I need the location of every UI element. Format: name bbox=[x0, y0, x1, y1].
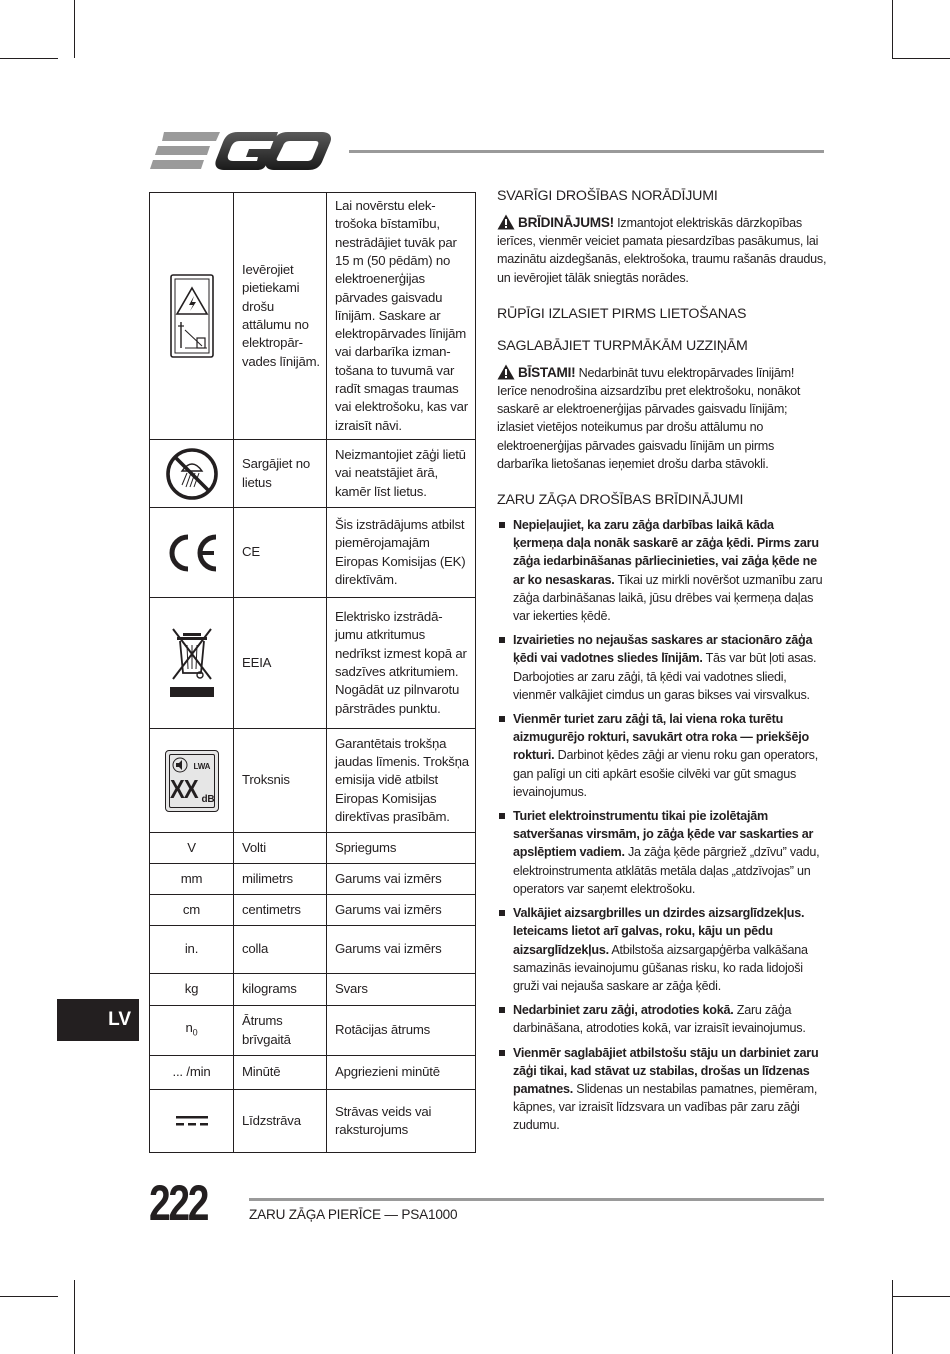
symbol-cell: in. bbox=[150, 926, 234, 974]
power-line-distance-icon bbox=[170, 274, 214, 358]
bullet-bold: Izvairieties no nejaušas saskares ar stacionāro zāģa ķēdi vai vadotnes sliedes līnijām. bbox=[513, 633, 813, 666]
table-row bbox=[150, 974, 476, 1006]
list-item bbox=[497, 807, 827, 898]
bullet-text: Ja zāģa ķēde pārgriež „dzīvu” vadu, elektroinstrumenta atklātās metāla daļas „atdzīvojas” un operators var saņemt elektrošoku. bbox=[513, 845, 820, 896]
table-row bbox=[150, 833, 476, 864]
direct-current-icon bbox=[176, 1114, 208, 1128]
danger-label: BĪSTAMI! bbox=[518, 364, 576, 380]
table-row bbox=[150, 1090, 476, 1153]
crop-mark bbox=[892, 1280, 893, 1354]
symbol-n-subscript: 0 bbox=[192, 1027, 198, 1038]
symbol-cell bbox=[150, 193, 234, 440]
list-item bbox=[497, 1044, 827, 1135]
list-item bbox=[497, 1001, 827, 1037]
list-item bbox=[497, 710, 827, 801]
warning-paragraph bbox=[497, 214, 827, 287]
symbol-name: Ievērojiet pietiekami drošu attālumu no elektropār-vades līnijām. bbox=[234, 193, 327, 440]
crop-mark bbox=[892, 58, 950, 59]
bullet-text: Atbilstoša aizsargapģērba valkāšana samazinās ievainojumu gūšanas risku, ko rada lidojoši gruži vai nejauša saskare ar zāģa ķēdi. bbox=[513, 942, 808, 993]
bullet-text: Zaru zāģa darbināšana, atrodoties kokā, var izraisīt ievainojumus. bbox=[513, 1003, 806, 1036]
symbols-table bbox=[149, 192, 476, 1153]
symbol-name: Troksnis bbox=[234, 729, 327, 833]
bullet-bold: Valkājiet aizsargbrilles un dzirdes aizsarglīdzekļus. Ieteicams lietot arī galvas, roku, kāju un pēdu aizsarglīdzekļus. bbox=[513, 906, 805, 957]
bullet-text: Darbinot ķēdes zāģi ar vienu roku gan operators, gan palīgi un citi apkārt esošie cilvēki var gūt smagus ievainojumus. bbox=[513, 748, 818, 799]
footer-rule bbox=[249, 1198, 824, 1201]
table-row bbox=[150, 1006, 476, 1056]
table-row bbox=[150, 508, 476, 598]
crop-mark bbox=[892, 0, 893, 58]
footer-title: ZARU ZĀĢA PIERĪCE — PSA1000 bbox=[249, 1207, 458, 1222]
section-heading: SAGLABĀJIET TURPMĀKĀM UZZIŅĀM bbox=[497, 337, 748, 354]
section-heading: SVARĪGI DROŠĪBAS NORĀDĪJUMI bbox=[497, 188, 718, 204]
noise-lwa-label: LWA bbox=[193, 761, 211, 771]
symbol-cell bbox=[150, 598, 234, 729]
weee-crossed-bin-icon bbox=[169, 625, 215, 701]
crop-mark bbox=[74, 1280, 75, 1354]
warning-triangle-icon bbox=[497, 214, 515, 230]
symbol-cell bbox=[150, 1090, 234, 1153]
noise-unit: dB bbox=[201, 793, 215, 805]
symbol-name: Volti bbox=[234, 833, 327, 864]
crop-mark bbox=[0, 58, 58, 59]
no-rain-icon bbox=[165, 447, 219, 501]
symbol-name: centimetrs bbox=[234, 895, 327, 926]
language-tab: LV bbox=[57, 999, 139, 1041]
symbol-cell: cm bbox=[150, 895, 234, 926]
symbol-cell bbox=[150, 508, 234, 598]
safety-bullet-list bbox=[497, 516, 827, 1135]
symbol-description: Elektrisko izstrādā-jumu atkritumus nedrīkst izmest kopā ar sadzīves atkritumiem. Nogādāt uz pilnvarotu pārstrādes punktu. bbox=[327, 598, 476, 729]
symbol-n: n bbox=[185, 1020, 193, 1036]
symbol-description: Garums vai izmērs bbox=[327, 926, 476, 974]
symbol-description: Šis izstrādājums atbilst piemērojamajām Eiropas Komisijas (EK) direktīvām. bbox=[327, 508, 476, 598]
noise-level-icon bbox=[165, 750, 219, 812]
ce-mark-icon bbox=[164, 533, 220, 573]
section-heading: RŪPĪGI IZLASIET PIRMS LIETOŠANAS bbox=[497, 305, 747, 322]
symbol-name: Ātrums brīvgaitā bbox=[234, 1006, 327, 1056]
symbol-cell bbox=[150, 729, 234, 833]
table-row bbox=[150, 440, 476, 508]
symbol-cell: kg bbox=[150, 974, 234, 1006]
list-item bbox=[497, 631, 827, 704]
list-item bbox=[497, 516, 827, 625]
symbol-name: Līdzstrāva bbox=[234, 1090, 327, 1153]
symbol-description: Spriegums bbox=[327, 833, 476, 864]
bullet-bold: Vienmēr turiet zaru zāģi tā, lai viena roka turētu aizmugurējo rokturi, savukārt otra roka — priekšējo rokturi. bbox=[513, 712, 809, 763]
table-row bbox=[150, 193, 476, 440]
bullet-bold: Vienmēr saglabājiet atbilstošu stāju un darbiniet zaru zāģi tikai, kad stāvat uz stabilas, drošas un līdzenas pamatnes. bbox=[513, 1045, 819, 1096]
table-row bbox=[150, 598, 476, 729]
list-item bbox=[497, 904, 827, 995]
symbol-cell bbox=[150, 1006, 234, 1056]
noise-value-placeholder: XX bbox=[169, 773, 198, 804]
symbol-name: EEIA bbox=[234, 598, 327, 729]
bullet-text: Tās var būt ļoti asas. Darbojoties ar zaru zāģi, tā ķēdi vai vadotnes sliedi, vienmēr valkājiet cimdus un garas bikses vai virsvalkus. bbox=[513, 651, 817, 702]
warning-text: Izmantojot elektriskās dārzkopības ierīces, vienmēr veiciet pamata piesardzības pasākumus, lai mazinātu aizdegšanās, elektrošoka, traumu rašanās draudus, un ievērojiet tālāk sniegtās norādes. bbox=[497, 216, 827, 285]
symbol-cell: V bbox=[150, 833, 234, 864]
table-row bbox=[150, 895, 476, 926]
symbol-description: Strāvas veids vai raksturojums bbox=[327, 1090, 476, 1153]
table-row bbox=[150, 1056, 476, 1090]
bullet-bold: Nedarbiniet zaru zāģi, atrodoties kokā. bbox=[513, 1003, 734, 1018]
bullet-bold: Turiet elektroinstrumentu tikai pie izolētajām satveršanas virsmām, jo zāģa ķēde var saskarties ar apslēptiem vadiem. bbox=[513, 809, 814, 860]
table-row bbox=[150, 864, 476, 895]
symbol-description: Garums vai izmērs bbox=[327, 895, 476, 926]
symbol-name: milimetrs bbox=[234, 864, 327, 895]
table-row bbox=[150, 729, 476, 833]
symbol-description: Garums vai izmērs bbox=[327, 864, 476, 895]
symbol-description: Lai novērstu elek-trošoka bīstamību, nestrādājiet tuvāk par 15 m (50 pēdām) no elektroenerģijas pārvades gaisvadu līnijām. Saskare ar elektropārvades līnijām vai darbarīka izman-tošana to tuvumā var radīt smagas traumas vai elektrošoku, kas var izraisīt nāvi. bbox=[327, 193, 476, 440]
safety-column bbox=[497, 186, 827, 1141]
page-number: 222 bbox=[149, 1175, 208, 1231]
symbol-description: Rotācijas ātrums bbox=[327, 1006, 476, 1056]
speaker-icon bbox=[172, 757, 190, 773]
symbol-description: Apgriezieni minūtē bbox=[327, 1056, 476, 1090]
header-rule bbox=[349, 150, 824, 153]
warning-label: BRĪDINĀJUMS! bbox=[518, 215, 614, 230]
danger-paragraph bbox=[497, 364, 827, 473]
symbol-name: Minūtē bbox=[234, 1056, 327, 1090]
symbol-name: Sargājiet no lietus bbox=[234, 440, 327, 508]
section-heading: ZARU ZĀĢA DROŠĪBAS BRĪDINĀJUMI bbox=[497, 492, 744, 509]
crop-mark bbox=[0, 1296, 58, 1297]
symbol-description: Garantētais trokšņa jaudas līmenis. Trokšņa emisija vidē atbilst Eiropas Komisijas direktīvas prasībām. bbox=[327, 729, 476, 833]
symbol-cell: mm bbox=[150, 864, 234, 895]
symbol-description: Svars bbox=[327, 974, 476, 1006]
bullet-bold: Nepieļaujiet, ka zaru zāģa darbības laikā kāda ķermeņa daļa nonāk saskarē ar zāģa ķēdi. Pirms zaru zāģa iedarbināšanas pārliecinieties, vai zāģa ķēde ne ar ko nesaskaras. bbox=[513, 518, 819, 587]
ego-logo bbox=[150, 130, 332, 172]
symbol-cell: ... /min bbox=[150, 1056, 234, 1090]
symbol-description: Neizmantojiet zāģi lietū vai neatstājiet ārā, kamēr līst lietus. bbox=[327, 440, 476, 508]
crop-mark bbox=[892, 1296, 950, 1297]
danger-triangle-icon bbox=[497, 364, 515, 380]
bullet-text: Slidenas un nestabilas pamatnes, piemēram, kāpnes, var izraisīt līdzsvara un vadības pār zaru zāģi zudumu. bbox=[513, 1081, 818, 1133]
danger-text: Nedarbināt tuvu elektropārvades līnijām! Ierīce nenodrošina aizsardzību pret elektrošoku, nonākot saskarē ar elektroenerģijas pārvades gaisvadu līnijām; izlasiet vietējos noteikumus par drošu attālumu no elektroenerģijas pārvades gaisvadu līnijām un pirms darbarīka lietošanas ieņemiet drošu darba stāvokli. bbox=[497, 365, 801, 471]
symbol-name: kilograms bbox=[234, 974, 327, 1006]
symbol-name: CE bbox=[234, 508, 327, 598]
symbol-cell bbox=[150, 440, 234, 508]
crop-mark bbox=[74, 0, 75, 58]
symbol-name: colla bbox=[234, 926, 327, 974]
bullet-text: Tikai uz mirkli novēršot uzmanību zaru zāģa darbināšanas laikā, jūsu drēbes vai ķermeņa daļas var iekerties ķēdē. bbox=[513, 572, 823, 624]
table-row bbox=[150, 926, 476, 974]
